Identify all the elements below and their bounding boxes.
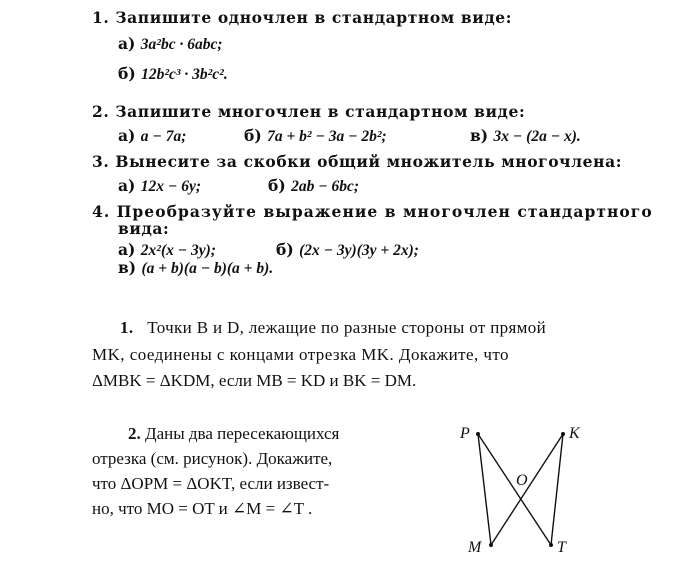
point-m [489,543,493,547]
exercise-4a: а) 2x²(x − 3y); [118,240,216,259]
exercise-1b-expr: 12b²c³ · 3b²c². [141,66,228,83]
label-p: P [460,425,470,442]
exercise-4-prompt-cont: вида: [118,219,170,238]
problem-1-line-3: ΔMBK = ΔKDM, если MB = KD и BK = DM. [92,371,417,390]
exercise-4-prompt: 4. Преобразуйте выражение в многочлен стандартного [92,202,653,221]
problem-2-number: 2. [128,424,141,443]
exercise-2c: в) 3x − (2a − x). [470,126,581,145]
label-o: O [516,472,528,489]
exercise-2-prompt: 2. Запишите многочлен в стандартном виде: [92,102,526,121]
exercise-2a: а) a − 7a; [118,126,187,145]
exercise-3b: б) 2ab − 6bc; [268,176,360,195]
problem-1-line-2: MK, соединены с концами отрезка MK. Докажите, что [92,345,510,364]
problem-2-line-1: 2. Даны два пересекающихся [128,424,340,443]
exercise-1a: а) 3a²bc · 6abc; [118,34,223,53]
exercise-1a-expr: 3a²bc · 6abc; [140,36,223,53]
label-k: K [569,425,580,442]
exercise-3-prompt: 3. Вынесите за скобки общий множитель многочлена: [92,152,623,171]
label-m: M [468,539,482,556]
exercise-4b: б) (2x − 3y)(3y + 2x); [276,240,419,259]
exercise-3a: а) 12x − 6y; [118,176,201,195]
problem-2-line-3: что ΔOPM = ΔOKT, если извест- [92,474,330,493]
exercise-1b: б) 12b²c³ · 3b²c². [118,64,228,83]
problem-2-line-2: отрезка (см. рисунок). Докажите, [92,449,333,468]
label-t: T [557,539,566,556]
exercise-4c: в) (a + b)(a − b)(a + b). [118,258,274,277]
problem-1-line-1: 1. Точки B и D, лежащие по разные стороны от прямой [120,318,547,337]
exercise-1-prompt: 1. Запишите одночлен в стандартном виде: [92,8,513,27]
problem-1-number: 1. [120,318,134,337]
intersecting-segments-figure [440,412,600,562]
point-k [561,432,565,436]
point-p [476,432,480,436]
problem-2-line-4: но, что MO = OT и ∠M = ∠T . [92,499,313,518]
point-t [549,543,553,547]
exercise-2b: б) 7a + b² − 3a − 2b²; [244,126,387,145]
